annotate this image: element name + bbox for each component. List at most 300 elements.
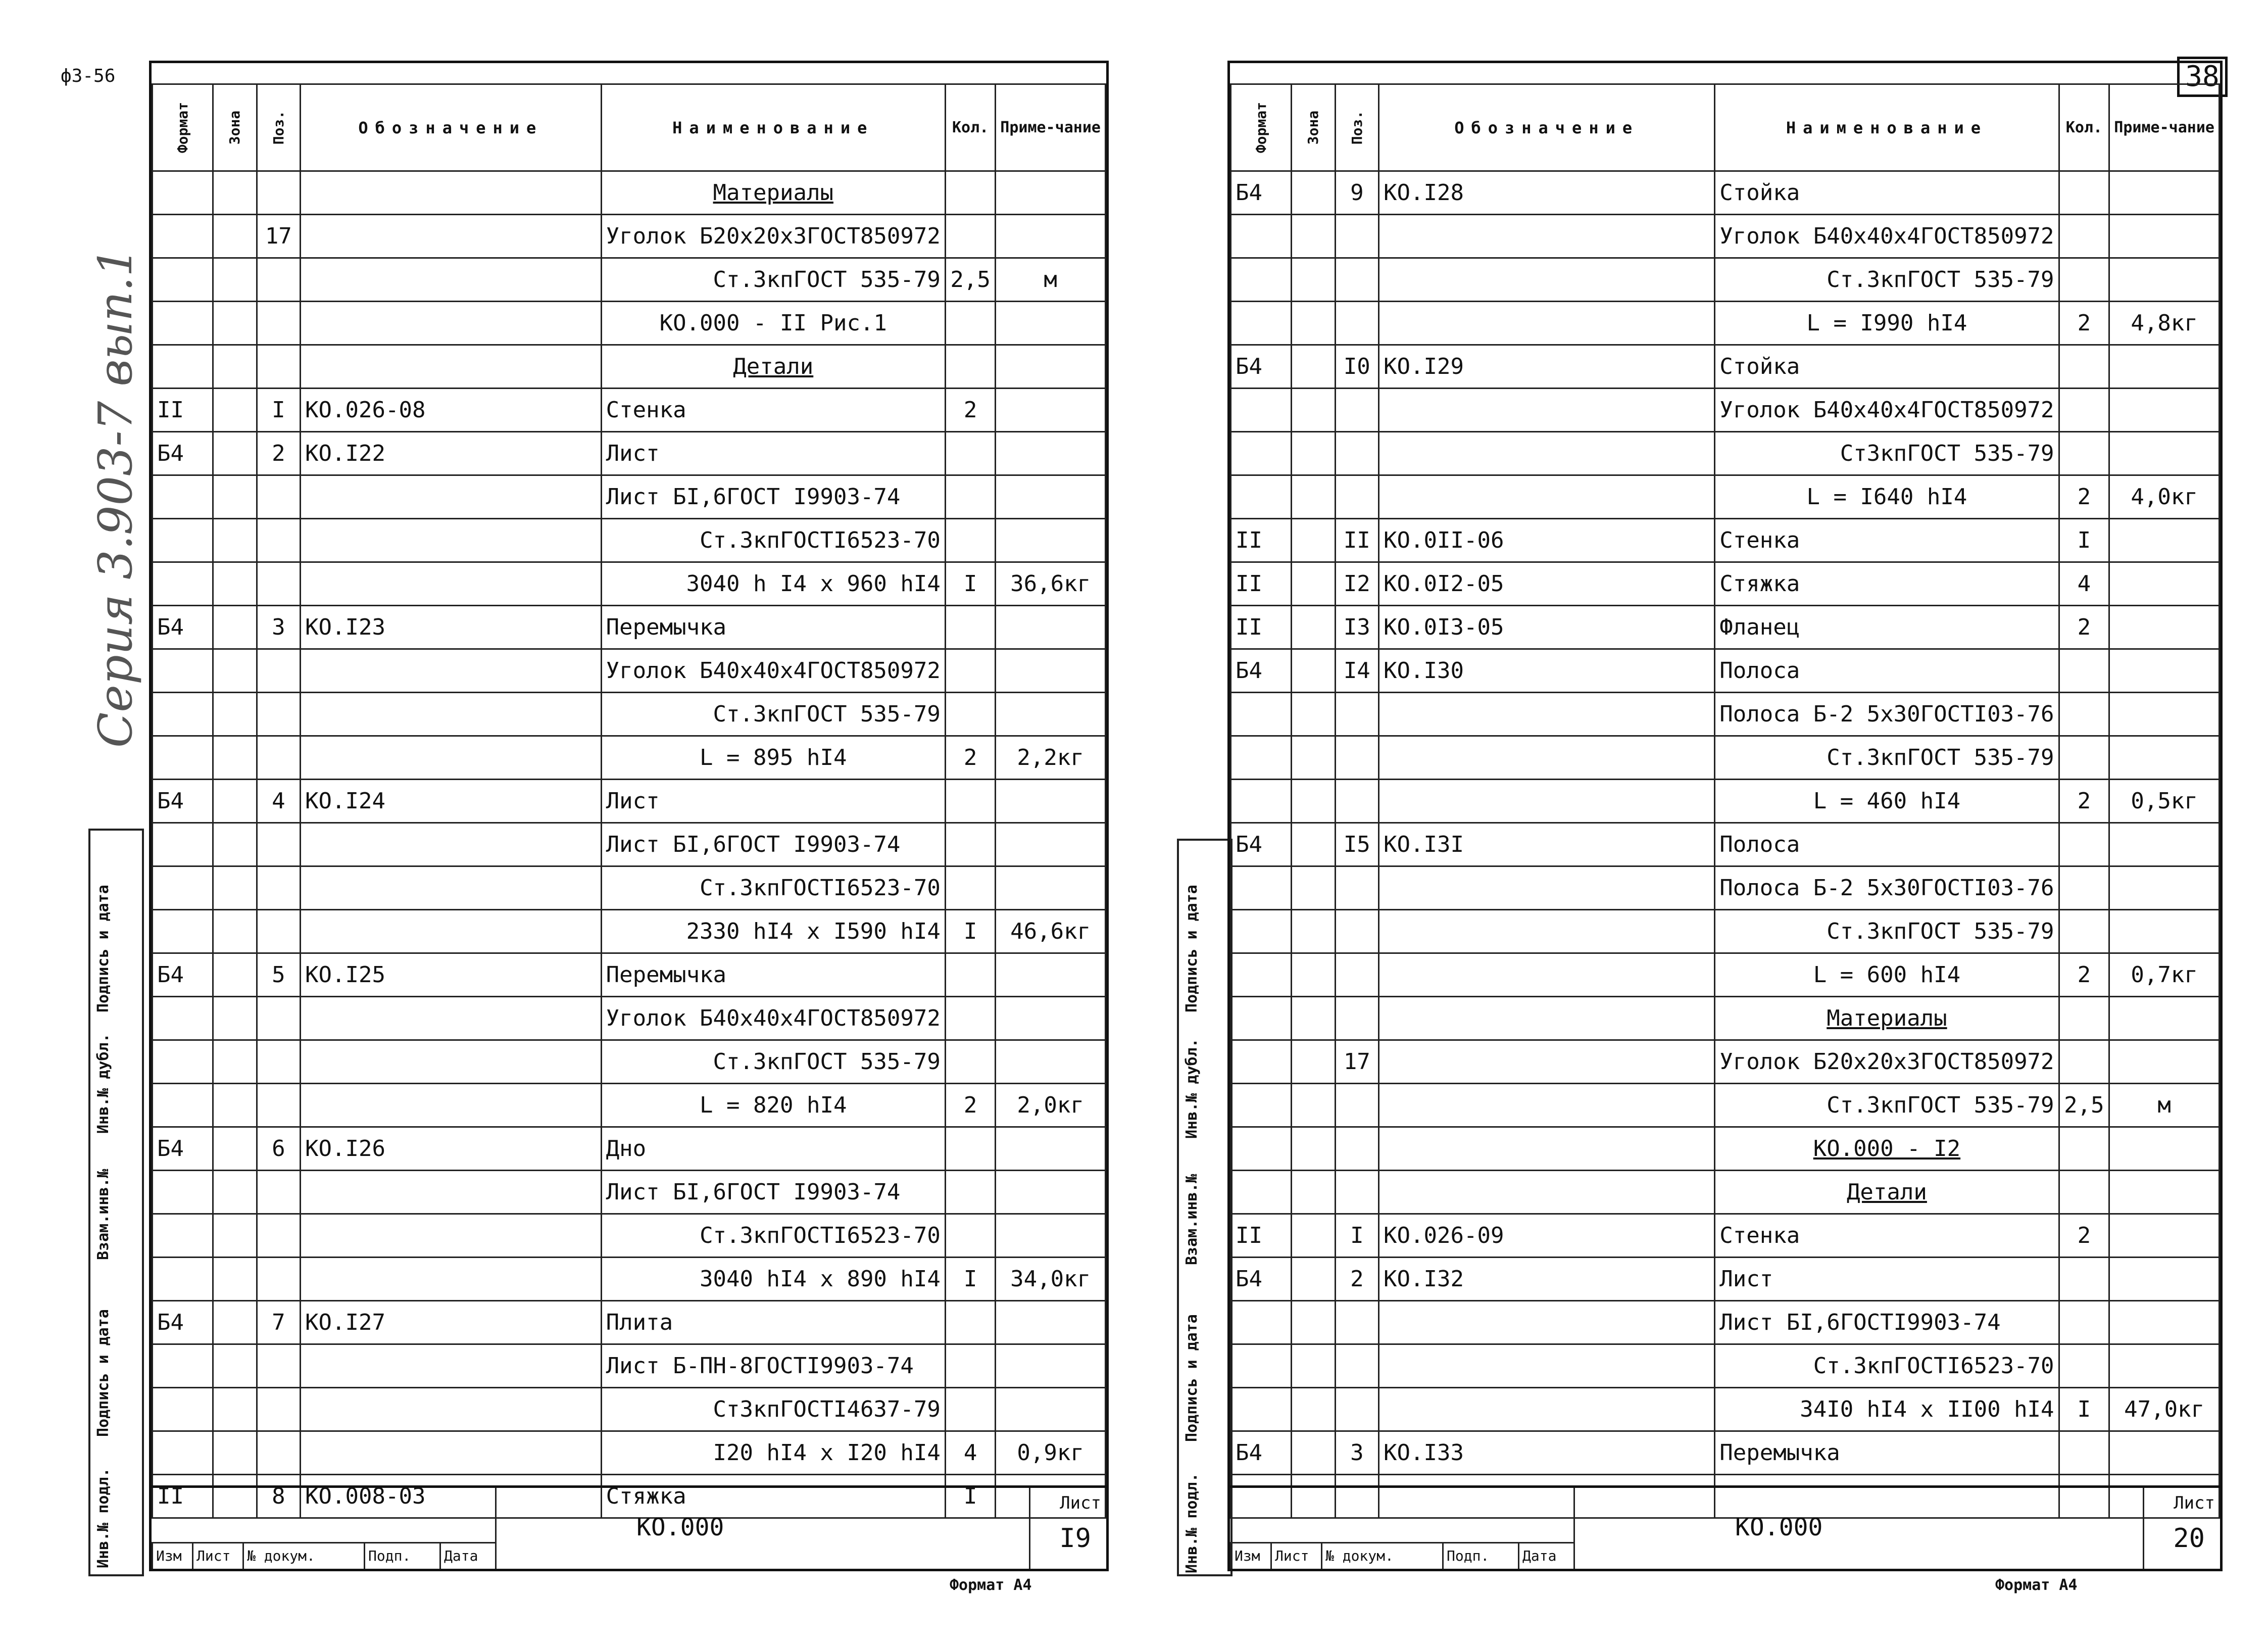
cell-name: Ст.3кпГОСТI6523-70 bbox=[1715, 1344, 2059, 1388]
spec-row bbox=[1231, 1214, 2220, 1258]
cell-qty bbox=[2059, 1040, 2109, 1084]
spec-row bbox=[153, 345, 1106, 389]
stamp-label: Подпись и дата bbox=[94, 885, 112, 1012]
cell-name: Лист bbox=[1715, 1258, 2059, 1301]
spec-row bbox=[153, 1431, 1106, 1475]
spec-row bbox=[1231, 215, 2220, 258]
cell-designation bbox=[1379, 1127, 1715, 1171]
cell-pos bbox=[257, 693, 300, 736]
cell-zone bbox=[1292, 649, 1335, 693]
cell-note bbox=[2109, 649, 2220, 693]
spec-row bbox=[153, 475, 1106, 519]
cell-format bbox=[1231, 1171, 1292, 1214]
cell-qty bbox=[945, 1388, 995, 1431]
cell-qty: I bbox=[945, 1258, 995, 1301]
cell-pos: 3 bbox=[257, 606, 300, 649]
cell-name: КО.000 - II Рис.1 bbox=[601, 302, 945, 345]
cell-format bbox=[1231, 866, 1292, 910]
cell-pos bbox=[257, 345, 300, 389]
cell-name: Полоса bbox=[1715, 823, 2059, 866]
cell-designation bbox=[1379, 1084, 1715, 1127]
cell-format bbox=[153, 1084, 213, 1127]
cell-format bbox=[153, 215, 213, 258]
spec-row bbox=[1231, 1084, 2220, 1127]
cell-designation bbox=[301, 997, 602, 1040]
cell-format bbox=[153, 302, 213, 345]
cell-name: 3040 hI4 x 890 hI4 bbox=[601, 1258, 945, 1301]
cell-designation bbox=[301, 1344, 602, 1388]
cell-name: Ст3кпГОСТI4637-79 bbox=[601, 1388, 945, 1431]
spec-row bbox=[153, 1127, 1106, 1171]
cell-designation: КО.0I2-05 bbox=[1379, 562, 1715, 606]
cell-qty: 4 bbox=[945, 1431, 995, 1475]
spec-row bbox=[1231, 432, 2220, 475]
cell-note bbox=[996, 1127, 1106, 1171]
cell-zone bbox=[1292, 302, 1335, 345]
cell-designation bbox=[301, 693, 602, 736]
cell-designation bbox=[1379, 1388, 1715, 1431]
cell-pos bbox=[257, 1214, 300, 1258]
list-label: Лист bbox=[1060, 1493, 1101, 1513]
cell-pos bbox=[257, 1431, 300, 1475]
spec-row bbox=[1231, 1301, 2220, 1344]
cell-qty bbox=[945, 171, 995, 215]
cell-format bbox=[1231, 389, 1292, 432]
cell-format: Б4 bbox=[153, 1301, 213, 1344]
cell-zone bbox=[1292, 1171, 1335, 1214]
stamp-label: Взам.инв.№ bbox=[94, 1169, 112, 1260]
cell-pos bbox=[1335, 1084, 1378, 1127]
cell-note: м bbox=[996, 258, 1106, 302]
cell-designation bbox=[1379, 910, 1715, 953]
cell-designation bbox=[301, 1431, 602, 1475]
cell-qty bbox=[2059, 649, 2109, 693]
cell-name: L = 895 hI4 bbox=[601, 736, 945, 780]
cell-format bbox=[1231, 997, 1292, 1040]
cell-designation bbox=[301, 258, 602, 302]
cell-note bbox=[996, 1040, 1106, 1084]
cell-qty bbox=[2059, 1344, 2109, 1388]
cell-format: Б4 bbox=[153, 432, 213, 475]
cell-zone bbox=[213, 823, 257, 866]
cell-name: I20 hI4 x I20 hI4 bbox=[601, 1431, 945, 1475]
cell-pos: 7 bbox=[257, 1301, 300, 1344]
cell-note: 0,7кг bbox=[2109, 953, 2220, 997]
tb-sign: Подп. bbox=[1442, 1543, 1518, 1569]
cell-designation: КО.026-09 bbox=[1379, 1214, 1715, 1258]
cell-note bbox=[2109, 910, 2220, 953]
stamp-label: Подпись и дата bbox=[1183, 885, 1201, 1012]
spec-row bbox=[153, 823, 1106, 866]
cell-qty: 2 bbox=[2059, 475, 2109, 519]
spec-row bbox=[153, 1214, 1106, 1258]
cell-qty bbox=[945, 432, 995, 475]
cell-note bbox=[996, 1214, 1106, 1258]
cell-note bbox=[996, 953, 1106, 997]
title-block-code: КО.000 bbox=[636, 1513, 724, 1541]
cell-name: L = 820 hI4 bbox=[601, 1084, 945, 1127]
cell-name: Лист БI,6ГОСТ I9903-74 bbox=[601, 1171, 945, 1214]
cell-note bbox=[996, 1171, 1106, 1214]
cell-designation bbox=[301, 1040, 602, 1084]
cell-zone bbox=[1292, 1431, 1335, 1475]
cell-note bbox=[2109, 1040, 2220, 1084]
cell-designation bbox=[301, 215, 602, 258]
cell-zone bbox=[1292, 1040, 1335, 1084]
spec-row bbox=[1231, 1431, 2220, 1475]
cell-qty bbox=[945, 215, 995, 258]
tb-list: Лист bbox=[1270, 1543, 1321, 1569]
cell-qty bbox=[945, 1344, 995, 1388]
cell-zone bbox=[213, 1258, 257, 1301]
cell-pos bbox=[257, 475, 300, 519]
cell-pos bbox=[257, 171, 300, 215]
spec-row bbox=[153, 606, 1106, 649]
cell-pos bbox=[1335, 302, 1378, 345]
cell-designation: КО.I32 bbox=[1379, 1258, 1715, 1301]
cell-name: Перемычка bbox=[1715, 1431, 2059, 1475]
cell-zone bbox=[1292, 606, 1335, 649]
left-margin-stamp bbox=[88, 829, 144, 1576]
cell-zone bbox=[1292, 1084, 1335, 1127]
cell-zone bbox=[213, 1171, 257, 1214]
cell-note bbox=[2109, 432, 2220, 475]
cell-designation: КО.I22 bbox=[301, 432, 602, 475]
cell-note: 2,2кг bbox=[996, 736, 1106, 780]
cell-name: Полоса bbox=[1715, 649, 2059, 693]
cell-pos bbox=[257, 736, 300, 780]
cell-designation bbox=[1379, 258, 1715, 302]
spec-row bbox=[1231, 389, 2220, 432]
cell-pos bbox=[257, 1084, 300, 1127]
header-zone: Зона bbox=[1292, 84, 1335, 171]
spec-row bbox=[153, 1171, 1106, 1214]
format-label-left: Формат А4 bbox=[950, 1576, 1032, 1594]
cell-name: 2330 hI4 x I590 hI4 bbox=[601, 910, 945, 953]
cell-pos: 17 bbox=[1335, 1040, 1378, 1084]
cell-name: Уголок Б20х20х3ГОСТ850972 bbox=[601, 215, 945, 258]
cell-zone bbox=[1292, 345, 1335, 389]
spec-row bbox=[1231, 258, 2220, 302]
spec-row bbox=[153, 1388, 1106, 1431]
cell-zone bbox=[213, 1388, 257, 1431]
cell-zone bbox=[213, 562, 257, 606]
spec-row bbox=[153, 780, 1106, 823]
cell-qty: 2 bbox=[2059, 1214, 2109, 1258]
tb-izm: Изм bbox=[152, 1543, 192, 1569]
spec-row bbox=[153, 1258, 1106, 1301]
header-note: Приме-чание bbox=[2109, 84, 2220, 171]
cell-name: Полоса Б-2 5х30ГОСТI03-76 bbox=[1715, 866, 2059, 910]
cell-name: Стойка bbox=[1715, 171, 2059, 215]
cell-note: м bbox=[2109, 1084, 2220, 1127]
cell-note bbox=[2109, 171, 2220, 215]
cell-format bbox=[153, 1040, 213, 1084]
cell-pos bbox=[1335, 432, 1378, 475]
series-handwritten-note: Серия 3.903-7 вып.1 bbox=[88, 247, 142, 748]
cell-zone bbox=[213, 997, 257, 1040]
spec-row bbox=[1231, 475, 2220, 519]
cell-name: Дно bbox=[601, 1127, 945, 1171]
cell-name: Уголок Б40х40х4ГОСТ850972 bbox=[1715, 215, 2059, 258]
cell-format: Б4 bbox=[1231, 171, 1292, 215]
spec-row bbox=[153, 693, 1106, 736]
spec-row bbox=[153, 302, 1106, 345]
spec-row bbox=[153, 1301, 1106, 1344]
cell-note bbox=[996, 302, 1106, 345]
cell-name: Стяжка bbox=[1715, 562, 2059, 606]
cell-format bbox=[1231, 1301, 1292, 1344]
cell-qty bbox=[2059, 171, 2109, 215]
stamp-label: Подпись и дата bbox=[94, 1309, 112, 1437]
cell-pos: 3 bbox=[1335, 1431, 1378, 1475]
cell-name: Ст.3кпГОСТ 535-79 bbox=[601, 1040, 945, 1084]
cell-format bbox=[1231, 780, 1292, 823]
cell-qty: I bbox=[945, 562, 995, 606]
page-number: 38 bbox=[2177, 57, 2228, 97]
cell-designation bbox=[301, 1388, 602, 1431]
cell-format: Б4 bbox=[1231, 1258, 1292, 1301]
cell-pos: I4 bbox=[1335, 649, 1378, 693]
cell-note bbox=[2109, 1258, 2220, 1301]
cell-format bbox=[153, 1388, 213, 1431]
cell-name: Детали bbox=[1715, 1171, 2059, 1214]
tb-doc-no: № докум. bbox=[1321, 1543, 1442, 1569]
cell-name: Ст3кпГОСТ 535-79 bbox=[1715, 432, 2059, 475]
cell-name: Лист БI,6ГОСТ I9903-74 bbox=[601, 823, 945, 866]
cell-format bbox=[1231, 432, 1292, 475]
title-block-code: КО.000 bbox=[1735, 1513, 1823, 1541]
cell-name: Лист Б-ПН-8ГОСТI9903-74 bbox=[601, 1344, 945, 1388]
spec-row bbox=[1231, 780, 2220, 823]
cell-designation: КО.026-08 bbox=[301, 389, 602, 432]
cell-qty: 2,5 bbox=[2059, 1084, 2109, 1127]
cell-note bbox=[2109, 389, 2220, 432]
cell-note bbox=[996, 519, 1106, 562]
cell-format: II bbox=[1231, 562, 1292, 606]
cell-designation: КО.0I3-05 bbox=[1379, 606, 1715, 649]
cell-pos bbox=[1335, 736, 1378, 780]
cell-format bbox=[153, 258, 213, 302]
cell-designation bbox=[301, 1084, 602, 1127]
cell-qty bbox=[2059, 693, 2109, 736]
cell-name: Ст.3кпГОСТI6523-70 bbox=[601, 866, 945, 910]
spec-sheet-left bbox=[149, 61, 1109, 1571]
cell-pos bbox=[257, 649, 300, 693]
tb-divider bbox=[152, 1542, 495, 1543]
cell-designation: КО.I28 bbox=[1379, 171, 1715, 215]
cell-name: КО.000 - I2 bbox=[1715, 1127, 2059, 1171]
cell-qty: 4 bbox=[2059, 562, 2109, 606]
spec-row bbox=[1231, 1388, 2220, 1431]
cell-pos bbox=[257, 866, 300, 910]
cell-designation bbox=[1379, 1171, 1715, 1214]
cell-pos bbox=[1335, 389, 1378, 432]
cell-qty bbox=[945, 606, 995, 649]
cell-note bbox=[2109, 606, 2220, 649]
cell-pos: 4 bbox=[257, 780, 300, 823]
cell-note: 47,0кг bbox=[2109, 1388, 2220, 1431]
cell-name: Уголок Б40х40х4ГОСТ850972 bbox=[601, 649, 945, 693]
cell-format bbox=[153, 519, 213, 562]
cell-name: Ст.3кпГОСТI6523-70 bbox=[601, 519, 945, 562]
header-qty: Кол. bbox=[945, 84, 995, 171]
cell-zone bbox=[213, 302, 257, 345]
cell-name: Стенка bbox=[1715, 519, 2059, 562]
cell-zone bbox=[213, 215, 257, 258]
cell-note: 2,0кг bbox=[996, 1084, 1106, 1127]
cell-name: Ст.3кпГОСТI6523-70 bbox=[601, 1214, 945, 1258]
cell-zone bbox=[213, 780, 257, 823]
cell-zone bbox=[213, 171, 257, 215]
cell-pos bbox=[257, 823, 300, 866]
cell-qty bbox=[945, 866, 995, 910]
cell-pos: 2 bbox=[1335, 1258, 1378, 1301]
cell-format: Б4 bbox=[1231, 1431, 1292, 1475]
cell-format bbox=[153, 649, 213, 693]
cell-note bbox=[2109, 997, 2220, 1040]
cell-designation bbox=[301, 1258, 602, 1301]
spec-row bbox=[1231, 345, 2220, 389]
cell-name: Лист БI,6ГОСТ I9903-74 bbox=[601, 475, 945, 519]
cell-designation bbox=[1379, 389, 1715, 432]
cell-designation bbox=[1379, 866, 1715, 910]
header-note: Приме-чание bbox=[996, 84, 1106, 171]
spec-row bbox=[1231, 649, 2220, 693]
cell-format: II bbox=[1231, 1214, 1292, 1258]
tb-izm: Изм bbox=[1230, 1543, 1270, 1569]
spec-table-left bbox=[152, 83, 1106, 1519]
cell-pos bbox=[257, 302, 300, 345]
spec-row bbox=[1231, 1171, 2220, 1214]
cell-zone bbox=[1292, 910, 1335, 953]
spec-row bbox=[1231, 693, 2220, 736]
spec-row bbox=[153, 866, 1106, 910]
cell-note: 36,6кг bbox=[996, 562, 1106, 606]
tb-list-box bbox=[1029, 1488, 1106, 1569]
cell-designation bbox=[1379, 780, 1715, 823]
cell-qty bbox=[2059, 1258, 2109, 1301]
cell-format bbox=[1231, 1127, 1292, 1171]
header-zone: Зона bbox=[213, 84, 257, 171]
cell-name: Стяжка bbox=[601, 1475, 945, 1518]
cell-qty: 2 bbox=[2059, 606, 2109, 649]
cell-note bbox=[2109, 215, 2220, 258]
cell-designation bbox=[301, 302, 602, 345]
cell-pos: I bbox=[257, 389, 300, 432]
cell-qty bbox=[945, 475, 995, 519]
cell-pos bbox=[1335, 1127, 1378, 1171]
cell-note bbox=[996, 606, 1106, 649]
cell-qty bbox=[2059, 1301, 2109, 1344]
stamp-label: Инв.№ дубл. bbox=[1183, 1038, 1201, 1139]
spec-row bbox=[1231, 1040, 2220, 1084]
cell-name: L = 460 hI4 bbox=[1715, 780, 2059, 823]
cell-designation bbox=[301, 345, 602, 389]
cell-name: Стенка bbox=[601, 389, 945, 432]
cell-qty bbox=[2059, 432, 2109, 475]
cell-format bbox=[1231, 475, 1292, 519]
spec-row bbox=[1231, 171, 2220, 215]
cell-format bbox=[153, 736, 213, 780]
cell-qty: I bbox=[2059, 1388, 2109, 1431]
cell-zone bbox=[1292, 780, 1335, 823]
cell-designation bbox=[1379, 1301, 1715, 1344]
stamp-label: Подпись и дата bbox=[1183, 1314, 1201, 1442]
cell-zone bbox=[213, 606, 257, 649]
spec-row bbox=[153, 1084, 1106, 1127]
spec-row bbox=[153, 389, 1106, 432]
cell-note bbox=[2109, 519, 2220, 562]
cell-note bbox=[2109, 823, 2220, 866]
cell-note bbox=[2109, 562, 2220, 606]
cell-pos bbox=[1335, 1388, 1378, 1431]
cell-format bbox=[1231, 215, 1292, 258]
cell-format bbox=[1231, 1388, 1292, 1431]
cell-qty: 2 bbox=[2059, 953, 2109, 997]
cell-zone bbox=[1292, 389, 1335, 432]
cell-designation bbox=[1379, 736, 1715, 780]
cell-designation: КО.I3I bbox=[1379, 823, 1715, 866]
spec-row bbox=[153, 432, 1106, 475]
cell-qty: 2 bbox=[945, 1084, 995, 1127]
cell-zone bbox=[213, 1040, 257, 1084]
cell-pos: I3 bbox=[1335, 606, 1378, 649]
cell-name: Уголок Б20х20х3ГОСТ850972 bbox=[1715, 1040, 2059, 1084]
cell-designation bbox=[1379, 693, 1715, 736]
spec-row bbox=[153, 215, 1106, 258]
cell-note bbox=[996, 432, 1106, 475]
cell-note bbox=[2109, 1214, 2220, 1258]
header-designation: Обозначение bbox=[301, 84, 602, 171]
spec-row bbox=[153, 649, 1106, 693]
cell-designation bbox=[1379, 475, 1715, 519]
cell-qty bbox=[945, 997, 995, 1040]
cell-format bbox=[1231, 302, 1292, 345]
cell-format bbox=[153, 1431, 213, 1475]
cell-note bbox=[996, 866, 1106, 910]
cell-zone bbox=[213, 1127, 257, 1171]
cell-format: Б4 bbox=[153, 1127, 213, 1171]
cell-qty bbox=[945, 953, 995, 997]
cell-qty bbox=[945, 1301, 995, 1344]
cell-name: Ст.3кпГОСТ 535-79 bbox=[1715, 910, 2059, 953]
cell-note bbox=[996, 1301, 1106, 1344]
header-pos: Поз. bbox=[1335, 84, 1378, 171]
cell-format bbox=[153, 693, 213, 736]
spec-row bbox=[1231, 519, 2220, 562]
cell-designation: КО.I24 bbox=[301, 780, 602, 823]
cell-qty: 2 bbox=[945, 736, 995, 780]
cell-pos: 6 bbox=[257, 1127, 300, 1171]
cell-format: Б4 bbox=[1231, 649, 1292, 693]
cell-name: Материалы bbox=[1715, 997, 2059, 1040]
cell-note bbox=[996, 345, 1106, 389]
cell-zone bbox=[1292, 475, 1335, 519]
cell-format bbox=[153, 475, 213, 519]
cell-pos: I5 bbox=[1335, 823, 1378, 866]
cell-name: 34I0 hI4 x II00 hI4 bbox=[1715, 1388, 2059, 1431]
cell-qty bbox=[2059, 389, 2109, 432]
cell-format: Б4 bbox=[153, 606, 213, 649]
cell-note bbox=[996, 780, 1106, 823]
cell-zone bbox=[213, 1084, 257, 1127]
cell-zone bbox=[213, 736, 257, 780]
cell-format bbox=[1231, 910, 1292, 953]
cell-pos bbox=[1335, 1301, 1378, 1344]
cell-qty bbox=[2059, 823, 2109, 866]
cell-qty bbox=[2059, 258, 2109, 302]
